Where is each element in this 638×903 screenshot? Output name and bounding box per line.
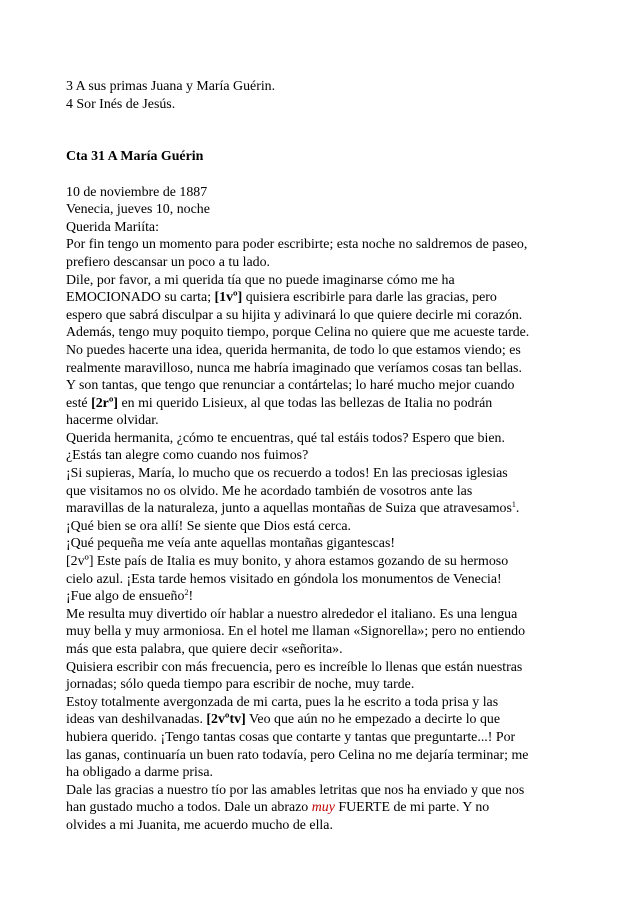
body-line: ¿Estás tan alegre como cuando nos fuimos? <box>66 448 309 464</box>
emphasis-muy: muy <box>311 800 335 816</box>
body-line: prefiero descansar un poco a tu lado. <box>66 254 271 270</box>
body-line: esté [2rº] en mi querido Lisieux, al que todas las bellezas de Italia no podrán <box>66 395 493 411</box>
body-line: hubiera querido. ¡Tengo tantas cosas que contarte y tantas que preguntarte...! Por <box>66 729 516 745</box>
body-line: ¡Qué bien se ora allí! Se siente que Dios está cerca. <box>66 518 352 534</box>
body-line: Además, tengo muy poquito tiempo, porque Celina no quiere que me acueste tarde. <box>66 325 530 341</box>
spacer <box>66 166 586 184</box>
folio-marker: [2rº] <box>91 395 119 411</box>
body-line: maravillas de la naturaleza, junto a aquellas montañas de Suiza que atravesamos$^1$. <box>66 500 520 517</box>
body-line: ideas van deshilvanadas. [2vºtv] Veo que aún no he empezado a decirte lo que <box>66 712 501 728</box>
body-line: realmente maravilloso, nunca me habría imaginado que veríamos cosas tan bellas. <box>66 360 522 376</box>
body-line: espero que sabrá disculpar a su hijita y adivinará lo que quiere decirle mi corazón. <box>66 307 523 323</box>
document-page <box>66 78 586 835</box>
body-line: cielo azul. ¡Esta tarde hemos visitado en góndola los monumentos de Venecia! <box>66 571 502 587</box>
body-line: Quisiera escribir con más frecuencia, pero es increíble lo llenas que están nuestras <box>66 659 523 675</box>
body-line: Dale las gracias a nuestro tío por las amables letritas que nos ha enviado y que nos <box>66 782 525 798</box>
footnote-ref: 1 <box>511 500 516 510</box>
body-line: Me resulta muy divertido oír hablar a nuestro alrededor el italiano. Es una lengua <box>66 606 518 622</box>
letter-salutation: Querida Mariíta: <box>66 219 159 235</box>
footnote-3: 3 A sus primas Juana y María Guérin. <box>66 79 276 94</box>
body-line: han gustado mucho a todos. Dale un abrazo muy FUERTE de mi parte. Y no <box>66 800 490 816</box>
body-line: ¡Si supieras, María, lo mucho que os recuerdo a todos! En las preciosas iglesias <box>66 466 508 482</box>
body-line: que visitamos no os olvido. Me he acordado también de vosotros ante las <box>66 483 473 499</box>
body-line: Por fin tengo un momento para poder escribirte; esta noche no saldremos de paseo, <box>66 237 528 253</box>
body-line: ¡Qué pequeña me veía ante aquellas montañas gigantescas! <box>66 536 395 552</box>
folio-marker-plain: [2vº] <box>66 554 94 570</box>
body-line: No puedes hacerte una idea, querida hermanita, de todo lo que estamos viendo; es <box>66 342 521 358</box>
body-line: olvides a mi Juanita, me acuerdo mucho de ella. <box>66 817 333 833</box>
body-line: EMOCIONADO su carta; [1vº] quisiera escribirle para darle las gracias, pero <box>66 290 497 306</box>
body-line: hacerme olvidar. <box>66 413 159 429</box>
body-line: Dile, por favor, a mi querida tía que no puede imaginarse cómo me ha <box>66 272 455 288</box>
footnote-ref: 2 <box>184 588 189 598</box>
letter-title: Cta 31 A María Guérin <box>66 149 204 165</box>
letter-body <box>66 236 586 834</box>
body-line: Querida hermanita, ¿cómo te encuentras, qué tal estáis todos? Espero que bien. <box>66 430 505 446</box>
footnote-4: 4 Sor Inés de Jesús. <box>66 96 176 112</box>
body-line: ha obligado a darme prisa. <box>66 765 213 781</box>
body-line: Estoy totalmente avergonzada de mi carta, pues la he escrito a toda prisa y las <box>66 694 499 710</box>
body-line: ¡Fue algo de ensueño$^2$! <box>66 588 194 605</box>
body-line: [2vº] Este país de Italia es muy bonito, y ahora estamos gozando de su hermoso <box>66 554 509 570</box>
letter-date: 10 de noviembre de 1887 <box>66 184 208 200</box>
body-line: muy bella y muy armoniosa. En el hotel me llaman «Signorella»; pero no entiendo <box>66 624 526 640</box>
body-line: más que esta palabra, que quiere decir «señorita». <box>66 642 343 657</box>
body-line: jornadas; sólo queda tiempo para escribir de noche, muy tarde. <box>66 677 415 693</box>
folio-marker: [1vº] <box>214 290 243 306</box>
body-line: las ganas, continuaría un buen rato todavía, pero Celina no me dejaría terminar; me <box>66 747 529 763</box>
spacer <box>66 113 586 131</box>
folio-marker: [2vºtv] <box>206 712 246 728</box>
spacer <box>66 131 586 149</box>
body-line: Y son tantas, que tengo que renunciar a contártelas; lo haré mucho mejor cuando <box>66 378 515 394</box>
letter-place: Venecia, jueves 10, noche <box>66 202 210 218</box>
